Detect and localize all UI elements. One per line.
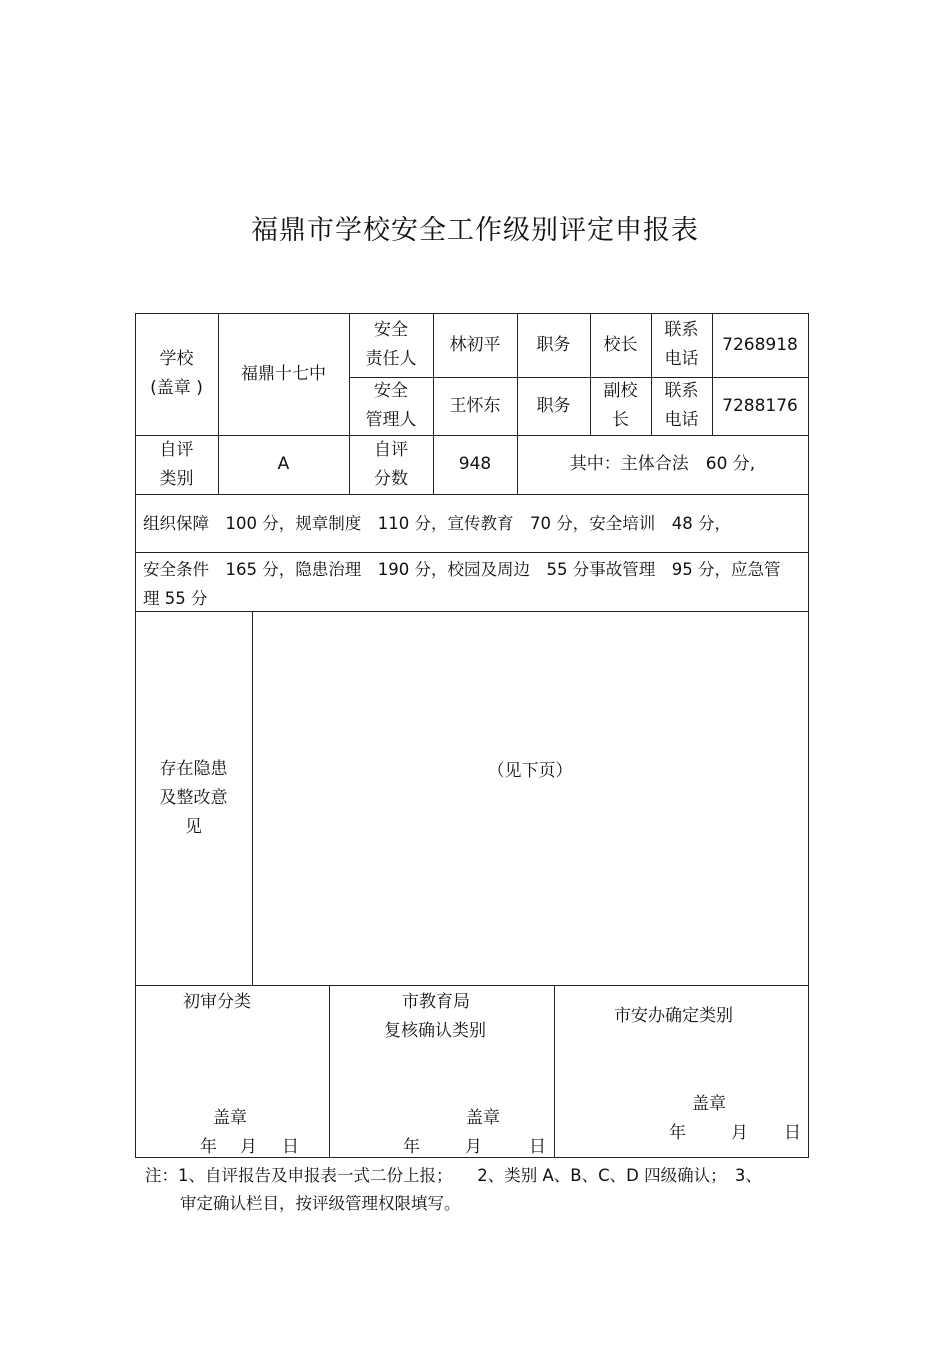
safety-office-review-title: 市安办确定类别 [614, 1006, 733, 1026]
safety-office-review-year: 年 [669, 1123, 686, 1143]
mgr-phone-value: 7288176 [722, 395, 798, 416]
score-breakdown-1 [517, 435, 808, 494]
resp-contact-label-line1: 联系 [664, 320, 699, 340]
school-label-line1: 学校 [159, 349, 194, 369]
self-score-label-line1: 自评 [374, 439, 408, 460]
resp-duty [590, 313, 651, 377]
mgr-person-name [433, 377, 517, 435]
mgr-person-label-line1: 安全 [374, 381, 408, 401]
safety-office-review-month: 月 [731, 1123, 748, 1143]
initial-review-year: 年 [200, 1137, 217, 1157]
resp-duty-label [517, 313, 590, 377]
mgr-person-label-line2: 管理人 [365, 410, 417, 430]
mgr-contact-label-line2: 电话 [664, 410, 699, 430]
edu-bureau-review-title-2: 复核确认类别 [384, 1021, 486, 1041]
self-category-value: A [277, 454, 290, 474]
row-divider [135, 494, 809, 495]
safety-office-review-seal: 盖章 [692, 1094, 726, 1114]
self-score-label-line2: 分数 [374, 468, 408, 489]
initial-review-day: 日 [282, 1137, 299, 1157]
resp-person-name [433, 313, 517, 377]
table-border-right [808, 313, 809, 1158]
resp-person-label-line2: 责任人 [365, 349, 417, 369]
self-category-label-line2: 类别 [159, 468, 194, 489]
mgr-person-label [349, 377, 433, 435]
footnote-line2: 审定确认栏目，按评级管理权限填写。 [180, 1194, 461, 1213]
initial-review-month: 月 [240, 1137, 257, 1157]
mgr-phone [712, 377, 808, 435]
footnote-line1: 注：1、自评报告及申报表一式二份上报； 2、类别 A、B、C、D 四级确认； 3、 [145, 1166, 762, 1185]
self-category-label [135, 435, 218, 494]
mgr-duty-label [517, 377, 590, 435]
initial-review-title: 初审分类 [183, 992, 251, 1012]
school-name [218, 313, 349, 435]
edu-bureau-review-day: 日 [529, 1137, 546, 1157]
edu-bureau-review-month: 月 [465, 1137, 482, 1157]
mgr-duty-line1: 副校 [603, 381, 638, 401]
edu-bureau-review-title-1: 市教育局 [402, 992, 470, 1012]
edu-bureau-review-year: 年 [403, 1137, 420, 1157]
hazard-label [135, 611, 252, 985]
resp-phone-value: 7268918 [722, 334, 798, 355]
mgr-person-name-value: 王怀东 [449, 395, 501, 416]
mgr-duty [590, 377, 651, 435]
score-breakdown-3-line1: 安全条件 165 分，隐患治理 190 分，校园及周边 55 分事故管理 95 分，应急管 [143, 560, 781, 579]
self-category [218, 435, 349, 494]
page-title: 福鼎市学校安全工作级别评定申报表 [251, 215, 699, 246]
mgr-contact-label [651, 377, 712, 435]
resp-person-name-value: 林初平 [449, 334, 501, 355]
self-score-label [349, 435, 433, 494]
resp-duty-value: 校长 [603, 334, 638, 355]
row-divider [135, 985, 809, 986]
resp-person-label-line1: 安全 [374, 320, 408, 340]
mgr-contact-label-line1: 联系 [664, 381, 699, 401]
hazard-content [252, 611, 808, 931]
resp-person-label [349, 313, 433, 377]
self-category-label-line1: 自评 [159, 439, 194, 460]
initial-review-seal: 盖章 [213, 1108, 247, 1128]
hazard-label-line1: 存在隐患 [159, 758, 228, 779]
hazard-label-line3: 见 [185, 816, 202, 837]
resp-phone [712, 313, 808, 377]
resp-contact-label [651, 313, 712, 377]
col-divider [329, 985, 330, 1158]
resp-duty-label-text: 职务 [536, 334, 571, 355]
school-label-line2: (盖章 ) [150, 378, 203, 398]
self-score-value: 948 [458, 454, 492, 474]
mgr-duty-label-text: 职务 [536, 395, 571, 416]
hazard-content-text: （见下页） [487, 760, 573, 781]
score-breakdown-2: 组织保障 100 分，规章制度 110 分，宣传教育 70 分，安全培训 48 分， [143, 514, 731, 533]
row-divider [135, 552, 809, 553]
school-label [135, 313, 218, 435]
hazard-label-line2: 及整改意 [159, 787, 228, 808]
edu-bureau-review-seal: 盖章 [466, 1108, 500, 1128]
school-name-value: 福鼎十七中 [241, 363, 326, 384]
safety-office-review-day: 日 [784, 1123, 801, 1143]
col-divider [554, 985, 555, 1158]
score-breakdown-3-line2: 理 55 分 [143, 589, 208, 608]
score-breakdown-1-text: 其中：主体合法 60 分, [569, 454, 756, 474]
resp-contact-label-line2: 电话 [664, 349, 699, 369]
mgr-duty-line2: 长 [612, 410, 629, 430]
self-score [433, 435, 517, 494]
